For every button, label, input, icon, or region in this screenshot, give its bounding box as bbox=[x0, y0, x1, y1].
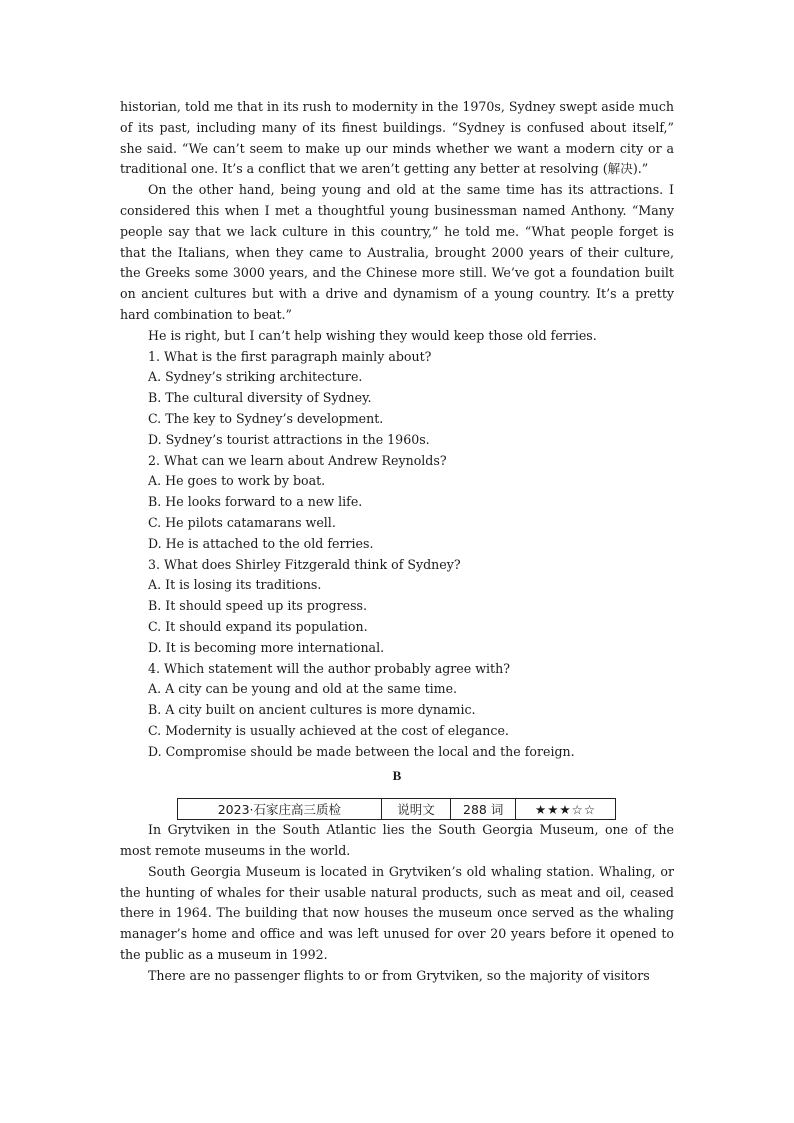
question-option: D. Compromise should be made between the local and the foreign. bbox=[148, 743, 575, 759]
document-page bbox=[120, 97, 674, 987]
difficulty-rating-cell: ★★★☆☆ bbox=[516, 799, 616, 820]
question-stem: 3. What does Shirley Fitzgerald think of Sydney? bbox=[148, 556, 461, 572]
question-4 bbox=[120, 659, 674, 763]
question-3 bbox=[120, 555, 674, 659]
passage-info-table bbox=[177, 798, 616, 820]
genre-cell: 说明文 bbox=[381, 799, 451, 820]
question-stem: 4. Which statement will the author probably agree with? bbox=[148, 660, 510, 676]
passage-paragraph: In Grytviken in the South Atlantic lies the South Georgia Museum, one of the most remote museums in the world. bbox=[120, 822, 674, 859]
section-heading: B bbox=[392, 767, 402, 783]
passage-paragraph: South Georgia Museum is located in Grytviken’s old whaling station. Whaling, or the hunting of whales for their usable natural products, such as meat and oil, ceased there in 1964. The building that now houses the museum once served as the whaling manager’s home and office and was left unused for over 20 years before it opened to the public as a museum in 1992. bbox=[120, 863, 674, 963]
question-stem: 1. What is the first paragraph mainly about? bbox=[148, 348, 432, 364]
question-option: B. It should speed up its progress. bbox=[148, 598, 368, 614]
question-stem: 2. What can we learn about Andrew Reynolds? bbox=[148, 452, 447, 468]
question-1 bbox=[120, 347, 674, 451]
question-option: C. Modernity is usually achieved at the cost of elegance. bbox=[148, 722, 509, 738]
question-option: D. Sydney’s tourist attractions in the 1960s. bbox=[148, 431, 430, 447]
question-option: C. The key to Sydney’s development. bbox=[148, 410, 384, 426]
question-option: B. He looks forward to a new life. bbox=[148, 494, 363, 510]
question-option: C. He pilots catamarans well. bbox=[148, 514, 336, 530]
question-option: A. It is losing its traditions. bbox=[148, 577, 322, 593]
passage-paragraph: There are no passenger flights to or from Grytviken, so the majority of visitors bbox=[148, 967, 650, 983]
question-option: A. Sydney’s striking architecture. bbox=[148, 369, 363, 385]
question-option: B. The cultural diversity of Sydney. bbox=[148, 390, 372, 406]
question-2 bbox=[120, 451, 674, 555]
question-option: C. It should expand its population. bbox=[148, 618, 368, 634]
source-cell: 2023·石家庄高三质检 bbox=[178, 799, 382, 820]
passage-paragraph: historian, told me that in its rush to modernity in the 1970s, Sydney swept aside much of its past, including many of its finest buildings. “Sydney is confused about itself,” she said. “We can’t seem to make up our minds whether we want a modern city or a traditional one. It’s a conflict that we aren’t getting any better at resolving (解决).” bbox=[120, 99, 674, 177]
word-count-cell: 288 词 bbox=[451, 799, 516, 820]
question-option: A. He goes to work by boat. bbox=[148, 473, 326, 489]
passage-paragraph: On the other hand, being young and old at the same time has its attractions. I considered this when I met a thoughtful young businessman named Anthony. “Many people say that we lack culture in this country,” he told me. “What people forget is that the Italians, when they came to Australia, brought 2000 years of their culture, the Greeks some 3000 years, and the Chinese more still. We’ve got a foundation built on ancient cultures but with a drive and dynamism of a young country. It’s a pretty hard combination to beat.” bbox=[120, 182, 674, 322]
question-option: A. A city can be young and old at the same time. bbox=[148, 681, 458, 697]
question-option: D. It is becoming more international. bbox=[148, 639, 385, 655]
question-option: B. A city built on ancient cultures is more dynamic. bbox=[148, 702, 476, 718]
passage-paragraph: He is right, but I can’t help wishing they would keep those old ferries. bbox=[148, 327, 597, 343]
question-option: D. He is attached to the old ferries. bbox=[148, 535, 374, 551]
